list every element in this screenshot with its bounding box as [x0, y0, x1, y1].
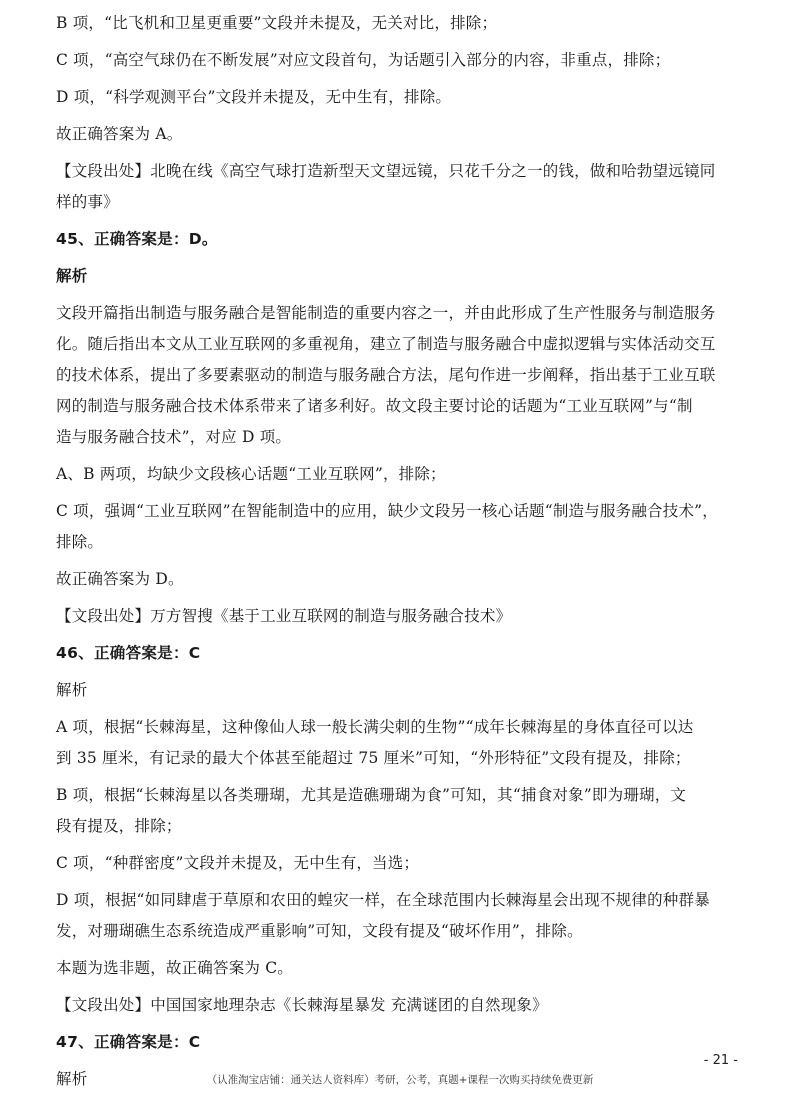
- q45-option-c: [56, 496, 756, 558]
- q46-option-a: [56, 712, 756, 774]
- q45-option-c-line-2: 排除。: [56, 533, 104, 551]
- q45-source: 【文段出处】万方智搜《基于工业互联网的制造与服务融合技术》: [56, 607, 512, 625]
- footer-note: （认准淘宝店铺：通关达人资料库）考研，公考，真题+课程一次购买持续免费更新: [206, 1074, 594, 1086]
- q44-option-b: B 项，“比飞机和卫星更重要”文段并未提及，无关对比，排除；: [56, 14, 498, 32]
- q46-analysis-label: 解析: [56, 681, 88, 699]
- q45-analysis-label: 解析: [56, 267, 88, 285]
- q44-source-line-1: 【文段出处】北晚在线《高空气球打造新型天文望远镜，只花千分之一的钱，做和哈勃望远镜同: [56, 162, 716, 180]
- q45-analysis-body: [56, 298, 756, 453]
- document-page: [56, 8, 756, 1095]
- q46-option-b-line-2: 段有提及，排除；: [56, 817, 182, 835]
- q46-option-b-line-1: B 项，根据“长棘海星以各类珊瑚，尤其是造礁珊瑚为食”可知，其“捕食对象”即为珊瑚，文: [56, 786, 687, 804]
- q45-option-c-line-1: C 项，强调“工业互联网”在智能制造中的应用，缺少文段另一核心话题“制造与服务融合技术”，: [56, 502, 718, 520]
- q45-body-line: 文段开篇指出制造与服务融合是智能制造的重要内容之一，并由此形成了生产性服务与制造服务: [56, 304, 716, 322]
- q45-heading: 45、正确答案是：D。: [56, 230, 218, 248]
- q46-option-d: [56, 885, 756, 947]
- q44-answer: 故正确答案为 A。: [56, 125, 183, 143]
- q47-heading: 47、正确答案是：C: [56, 1033, 201, 1051]
- q44-source: [56, 156, 756, 218]
- q46-option-c: C 项，“种群密度”文段并未提及，无中生有，当选；: [56, 854, 420, 872]
- page-number: - 21 -: [703, 1053, 738, 1068]
- q44-source-line-2: 样的事》: [56, 193, 119, 211]
- q45-body-line: 化。随后指出本文从工业互联网的多重视角，建立了制造与服务融合中虚拟逻辑与实体活动交互: [56, 335, 716, 353]
- q46-option-a-line-1: A 项，根据“长棘海星，这种像仙人球一般长满尖刺的生物”“成年长棘海星的身体直径可以达: [56, 718, 694, 736]
- q45-option-ab: A、B 两项，均缺少文段核心话题“工业互联网”，排除；: [56, 465, 446, 483]
- q45-body-line: 造与服务融合技术”，对应 D 项。: [56, 428, 292, 446]
- q45-body-line: 的技术体系，提出了多要素驱动的制造与服务融合方法，尾句作进一步阐释，指出基于工业互联: [56, 366, 716, 384]
- q46-source: 【文段出处】中国国家地理杂志《长棘海星暴发 充满谜团的自然现象》: [56, 996, 548, 1014]
- q46-option-a-line-2: 到 35 厘米，有记录的最大个体甚至能超过 75 厘米”可知，“外形特征”文段有提及，排除；: [56, 749, 691, 767]
- q45-answer: 故正确答案为 D。: [56, 570, 184, 588]
- q45-body-line: 网的制造与服务融合技术体系带来了诸多利好。故文段主要讨论的话题为“工业互联网”与“制: [56, 397, 693, 415]
- q46-option-b: [56, 780, 756, 842]
- q46-heading: 46、正确答案是：C: [56, 644, 201, 662]
- q47-analysis-label: 解析: [56, 1070, 88, 1088]
- q46-answer: 本题为选非题，故正确答案为 C。: [56, 959, 293, 977]
- q44-option-d: D 项，“科学观测平台”文段并未提及，无中生有，排除。: [56, 88, 452, 106]
- q46-option-d-line-1: D 项，根据“如同肆虐于草原和农田的蝗灾一样，在全球范围内长棘海星会出现不规律的种群暴: [56, 891, 710, 909]
- q44-option-c: C 项，“高空气球仍在不断发展”对应文段首句，为话题引入部分的内容，非重点，排除；: [56, 51, 671, 69]
- q46-option-d-line-2: 发，对珊瑚礁生态系统造成严重影响”可知，文段有提及“破坏作用”，排除。: [56, 922, 583, 940]
